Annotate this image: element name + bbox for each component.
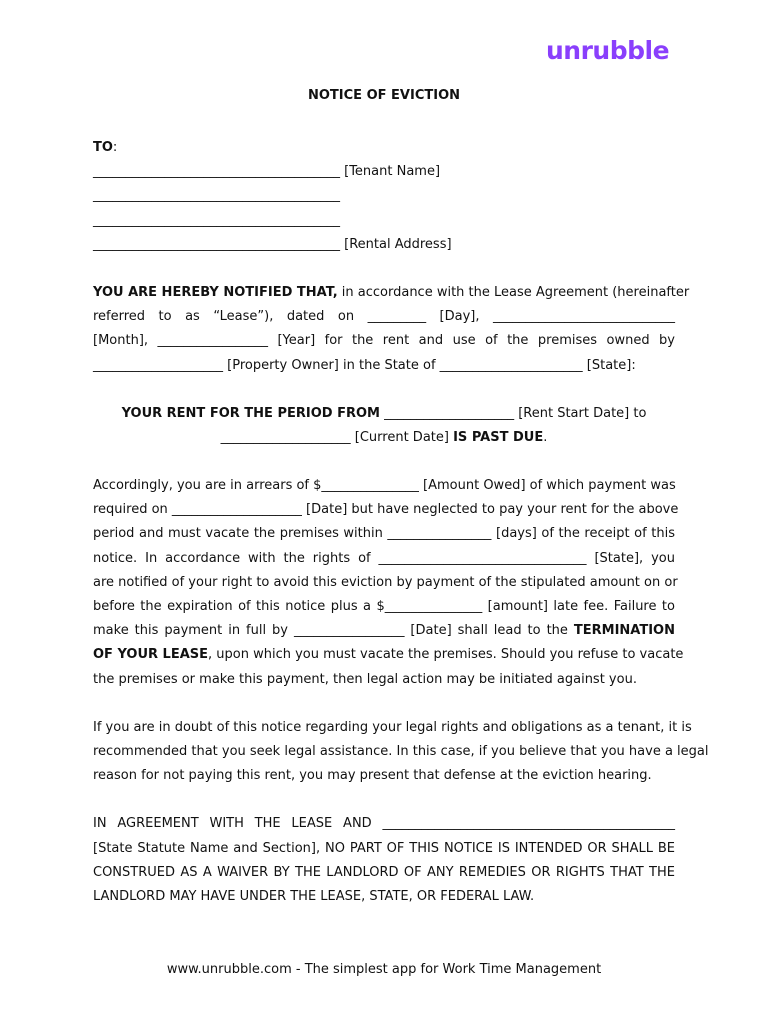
paragraph-line	[93, 619, 675, 643]
to-line	[93, 136, 675, 160]
document-title: NOTICE OF EVICTION	[308, 88, 460, 103]
statement-text: ____________________ [Rent Start Date] to	[379, 405, 647, 421]
paragraph-line: [Month], _________________ [Year] for the rent and use of the premises owned by	[93, 333, 675, 349]
paragraph-line: notice. In accordance with the rights of ________________________________ [State], you	[93, 550, 675, 566]
paragraph-text: in accordance with the Lease Agreement (hereinafter	[337, 284, 690, 300]
rental-address-line: ______________________________________ [Rental Address]	[93, 236, 452, 252]
paragraph-line: [State Statute Name and Section], NO PART OF THIS NOTICE IS INTENDED OR SHALL BE	[93, 840, 675, 856]
termination-label: TERMINATION	[573, 623, 675, 639]
paragraph-line: reason for not paying this rent, you may present that defense at the eviction hearing.	[93, 768, 652, 784]
paragraph-line: period and must vacate the premises within ________________ [days] of the receipt of this	[93, 526, 675, 542]
paragraph-line: referred to as “Lease”), dated on _________ [Day], ____________________________	[93, 309, 675, 325]
paragraph-line: the premises or make this payment, then legal action may be initiated against you.	[93, 671, 637, 687]
paragraph-line: CONSTRUED AS A WAIVER BY THE LANDLORD OF ANY REMEDIES OR RIGHTS THAT THE	[93, 864, 675, 880]
tenant-name-line: ______________________________________ [Tenant Name]	[93, 164, 441, 180]
paragraph-line	[93, 643, 684, 667]
paragraph-line: recommended that you seek legal assistance. In this case, if you believe that you have a legal	[93, 743, 709, 759]
legal-advice-paragraph	[93, 716, 709, 789]
hereby-notified-lead: YOU ARE HEREBY NOTIFIED THAT,	[93, 284, 338, 300]
paragraph-line: If you are in doubt of this notice regarding your legal rights and obligations as a tenant, it is	[93, 719, 692, 735]
past-due-label: IS PAST DUE	[453, 429, 544, 445]
statement-period: .	[543, 429, 548, 445]
statute-paragraph	[93, 812, 675, 909]
paragraph-line: LANDLORD MAY HAVE UNDER THE LEASE, STATE, OR FEDERAL LAW.	[93, 888, 535, 904]
rent-period-lead: YOUR RENT FOR THE PERIOD FROM	[121, 405, 380, 421]
footer-link[interactable]: www.unrubble.com - The simplest app for Work Time Management	[166, 962, 602, 977]
paragraph-line	[93, 281, 690, 305]
statement-line	[93, 402, 675, 426]
statement-text: ____________________ [Current Date]	[220, 429, 454, 445]
of-your-lease-label: OF YOUR LEASE	[93, 647, 209, 663]
notification-paragraph	[93, 281, 690, 378]
eviction-notice-document	[93, 86, 709, 909]
paragraph-line: are notified of your right to avoid this eviction by payment of the stipulated amount on or	[93, 574, 678, 590]
paragraph-text: make this payment in full by _________________ [Date] shall lead to the	[93, 623, 574, 639]
arrears-paragraph	[93, 474, 684, 692]
to-label: TO	[93, 140, 113, 155]
paragraph-line: IN AGREEMENT WITH THE LEASE AND _____________________________________________	[93, 816, 675, 832]
paragraph-line: ____________________ [Property Owner] in the State of ______________________ [State]:	[93, 357, 636, 373]
paragraph-line: required on ____________________ [Date] but have neglected to pay your rent for the above	[93, 502, 679, 518]
address-line: ______________________________________	[93, 212, 340, 228]
statement-line	[93, 426, 675, 450]
paragraph-line: before the expiration of this notice plus a $_______________ [amount] late fee. Failure to	[93, 599, 675, 614]
address-line: ______________________________________	[93, 188, 340, 204]
unrubble-logo: unrubble	[546, 36, 670, 65]
to-colon: :	[112, 140, 118, 155]
paragraph-text: , upon which you must vacate the premises. Should you refuse to vacate	[208, 647, 684, 663]
rent-past-due-statement	[93, 402, 675, 450]
paragraph-line: Accordingly, you are in arrears of $_______________ [Amount Owed] of which payment was	[93, 478, 676, 494]
